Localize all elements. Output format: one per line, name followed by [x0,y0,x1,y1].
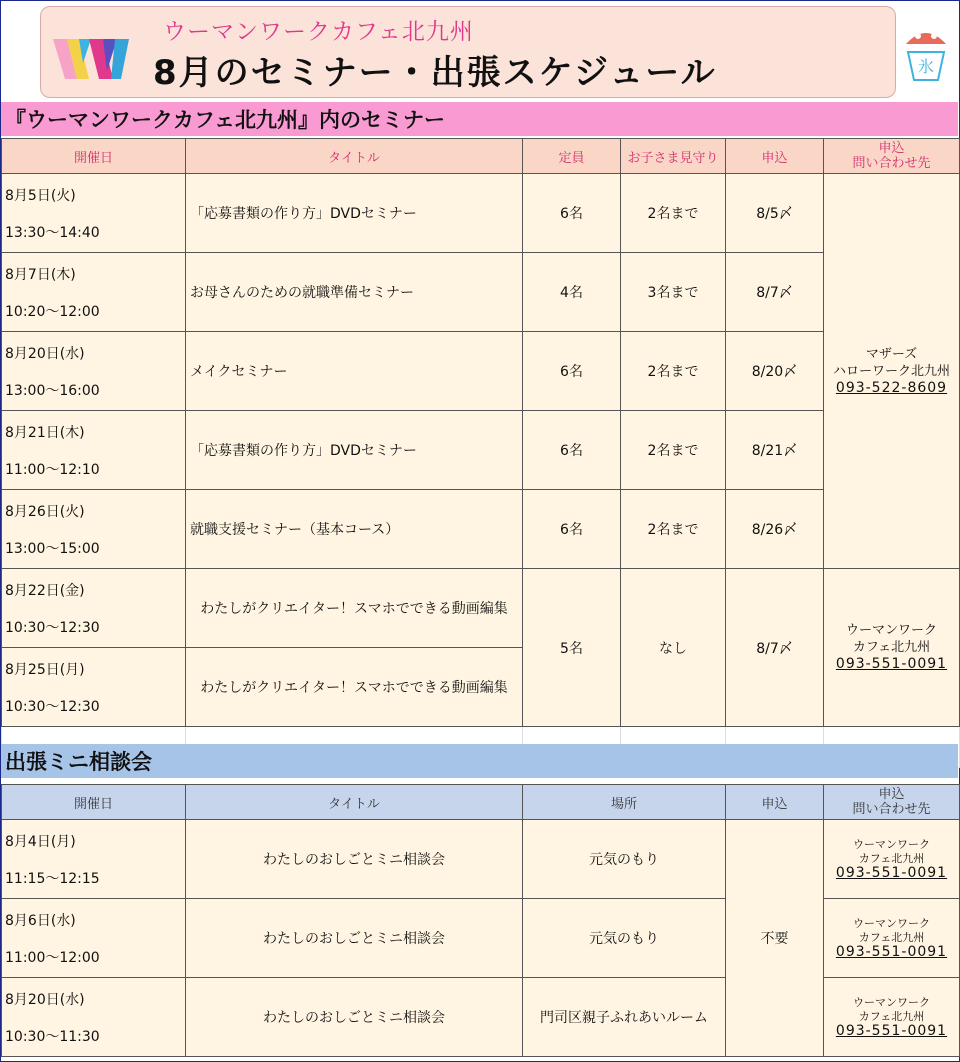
capacity-cell: 4名 [523,253,621,332]
title-cell: 就職支援セミナー（基本コース） [186,490,523,569]
phone-link[interactable]: 093-551-0091 [835,656,948,672]
capacity-cell: 6名 [523,174,621,253]
capacity-cell: 6名 [523,411,621,490]
place-cell: 元気のもり [523,820,726,899]
title-cell: わたしがクリエイター！スマホでできる動画編集 [186,569,523,648]
date-cell: 8月7日(木) 10:20～12:00 [2,253,186,332]
seminar-table [1,138,960,768]
col-apply: 申込 [726,139,824,174]
col-title: タイトル [186,785,523,820]
col-date: 開催日 [2,785,186,820]
svg-text:氷: 氷 [917,57,935,76]
date-cell: 8月5日(火) 13:30～14:40 [2,174,186,253]
capacity-cell: 5名 [523,569,621,727]
col-place: 場所 [523,785,726,820]
table-row [2,253,960,332]
col-apply: 申込 [726,785,824,820]
phone-link[interactable]: 093-551-0091 [835,1023,948,1039]
col-title: タイトル [186,139,523,174]
table-row [2,569,960,648]
deadline-cell: 8/26〆 [726,490,824,569]
table-row [2,490,960,569]
place-cell: 元気のもり [523,899,726,978]
date-cell: 8月26日(火) 13:00～15:00 [2,490,186,569]
childcare-cell: 2名まで [621,332,726,411]
col-contact: 申込 問い合わせ先 [824,785,960,820]
section-title-consultation: 出張ミニ相談会 [1,744,958,778]
table-row [2,820,960,899]
page-title: 8月のセミナー・出張スケジュール [153,53,717,93]
deadline-cell: 8/7〆 [726,253,824,332]
contact-cell-womanwork: ウーマンワーク カフェ北九州 093-551-0091 [824,569,960,727]
childcare-cell: 2名まで [621,411,726,490]
apply-cell: 不要 [726,820,824,1057]
capacity-cell: 6名 [523,332,621,411]
childcare-cell: 2名まで [621,174,726,253]
childcare-cell: 2名まで [621,490,726,569]
table-row [2,174,960,253]
phone-link[interactable]: 093-522-8609 [835,379,948,396]
table-row [2,411,960,490]
table-row [2,332,960,411]
date-cell: 8月20日(水) 13:00～16:00 [2,332,186,411]
w-logo-icon [53,35,133,83]
capacity-cell: 6名 [523,490,621,569]
contact-cell: ウーマンワーク カフェ北九州 093-551-0091 [824,978,960,1057]
date-cell: 8月22日(金) 10:30～12:30 [2,569,186,648]
title-cell: わたしのおしごとミニ相談会 [186,899,523,978]
section-title-seminars: 『ウーマンワークカフェ北九州』内のセミナー [1,102,958,136]
title-cell: わたしのおしごとミニ相談会 [186,820,523,899]
contact-cell: ウーマンワーク カフェ北九州 093-551-0091 [824,820,960,899]
deadline-cell: 8/7〆 [726,569,824,727]
title-cell: 「応募書類の作り方」DVDセミナー [186,411,523,490]
title-cell: メイクセミナー [186,332,523,411]
date-cell: 8月20日(水) 10:30～11:30 [2,978,186,1057]
deadline-cell: 8/20〆 [726,332,824,411]
date-cell: 8月4日(月) 11:15～12:15 [2,820,186,899]
childcare-cell: なし [621,569,726,727]
contact-cell: ウーマンワーク カフェ北九州 093-551-0091 [824,899,960,978]
childcare-cell: 3名まで [621,253,726,332]
col-childcare: お子さま見守り [621,139,726,174]
deadline-cell: 8/5〆 [726,174,824,253]
header-banner [40,6,896,98]
shaved-ice-mascot-icon [900,22,952,86]
consultation-table [1,784,960,1057]
date-cell: 8月21日(木) 11:00～12:10 [2,411,186,490]
title-cell: わたしのおしごとミニ相談会 [186,978,523,1057]
deadline-cell: 8/21〆 [726,411,824,490]
date-cell: 8月25日(月) 10:30～12:30 [2,648,186,727]
place-cell: 門司区親子ふれあいルーム [523,978,726,1057]
title-cell: 「応募書類の作り方」DVDセミナー [186,174,523,253]
phone-link[interactable]: 093-551-0091 [835,944,948,960]
title-cell: わたしがクリエイター！スマホでできる動画編集 [186,648,523,727]
phone-link[interactable]: 093-551-0091 [835,865,948,881]
col-capacity: 定員 [523,139,621,174]
title-cell: お母さんのための就職準備セミナー [186,253,523,332]
contact-cell-mothers-hw: マザーズ ハローワーク北九州 093-522-8609 [824,174,960,569]
date-cell: 8月6日(水) 11:00～12:00 [2,899,186,978]
col-date: 開催日 [2,139,186,174]
banner-subtitle: ウーマンワークカフェ北九州 [163,19,474,45]
col-contact: 申込 問い合わせ先 [824,139,960,174]
